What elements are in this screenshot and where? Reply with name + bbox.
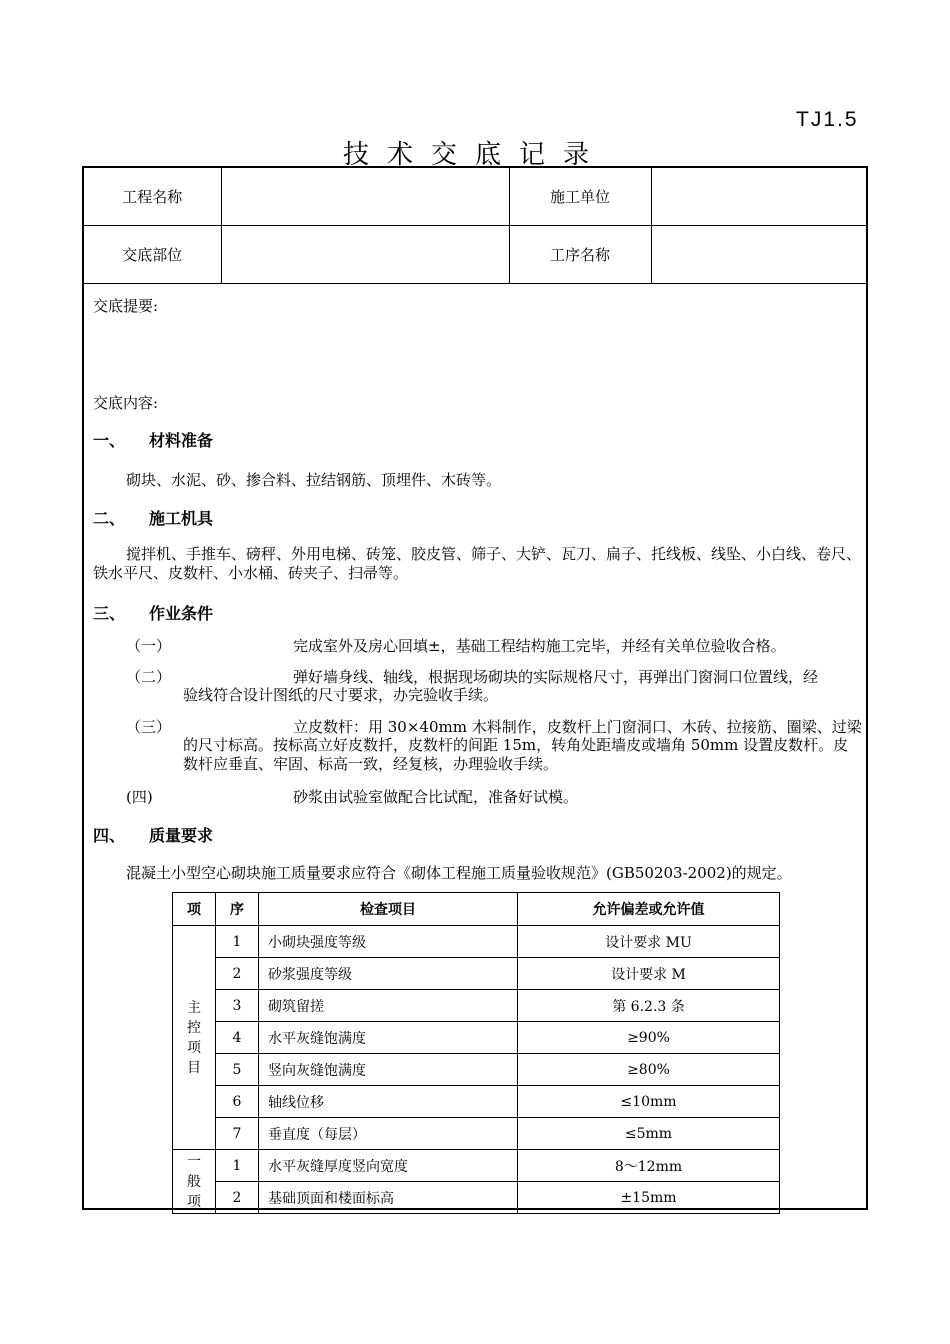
page-title: 技术交底记录 [342, 140, 607, 170]
row-item: 水平灰缝厚度竖向宽度 [259, 1150, 518, 1182]
section-1-number: 一、 [93, 431, 126, 450]
header-table [84, 168, 866, 284]
row-seq: 2 [216, 1182, 259, 1214]
section-1-text: 砌块、水泥、砂、掺合料、拉结钢筋、顶埋件、木砖等。 [126, 471, 502, 489]
row-seq: 5 [216, 1054, 259, 1086]
row-item: 竖向灰缝饱满度 [259, 1054, 518, 1086]
row-value: 第 6.2.3 条 [518, 990, 780, 1022]
record-frame [82, 166, 868, 1210]
main-control-group-label: 主控项目 [187, 999, 201, 1076]
general-group-cell [173, 1150, 216, 1214]
condition-1-number: （一） [126, 637, 172, 655]
row-value: ±15mm [518, 1182, 780, 1214]
section-4-title: 质量要求 [149, 826, 214, 845]
row-value: 8～12mm [518, 1150, 780, 1182]
condition-3-text: 立皮数杆：用 30×40mm 木料制作，皮数杆上门窗洞口、木砖、拉接筋、圈梁、过梁 [293, 718, 862, 736]
general-group-label: 一般项 [187, 1153, 201, 1210]
construction-unit-field[interactable] [651, 168, 866, 226]
table-row [173, 926, 780, 958]
summary-label: 交底提要: [93, 297, 159, 315]
condition-4-text: 砂浆由试验室做配合比试配，准备好试模。 [293, 788, 579, 806]
row-item: 轴线位移 [259, 1086, 518, 1118]
table-row [173, 1086, 780, 1118]
quality-table-header [173, 893, 780, 926]
row-item: 水平灰缝饱满度 [259, 1022, 518, 1054]
row-value: ≥80% [518, 1054, 780, 1086]
main-control-group-cell [173, 926, 216, 1150]
document-code: TJ1.5 [796, 108, 859, 131]
section-1-title: 材料准备 [149, 431, 214, 450]
row-item: 砂浆强度等级 [259, 958, 518, 990]
row-item: 垂直度（每层） [259, 1118, 518, 1150]
section-2-number: 二、 [93, 509, 126, 528]
row-seq: 4 [216, 1022, 259, 1054]
condition-1-text: 完成室外及房心回填±，基础工程结构施工完毕，并经有关单位验收合格。 [293, 637, 786, 655]
section-4-number: 四、 [93, 826, 126, 845]
row-seq: 7 [216, 1118, 259, 1150]
row-value: ≤10mm [518, 1086, 780, 1118]
process-label: 工序名称 [509, 226, 651, 284]
project-name-field[interactable] [221, 168, 509, 226]
part-label: 交底部位 [84, 226, 221, 284]
table-row [173, 1150, 780, 1182]
row-item: 基础顶面和楼面标高 [259, 1182, 518, 1214]
table-row [173, 958, 780, 990]
part-field[interactable] [221, 226, 509, 284]
col-header-item: 检查项目 [259, 893, 518, 926]
col-header-value: 允许偏差或允许值 [518, 893, 780, 926]
condition-3-text-cont: 的尺寸标高。按标高立好皮数扦，皮数杆的间距 15m，转角处距墙皮或墙角 50mm 设置皮数杆。皮数杆应垂直、牢固、标高一致，经复核，办理验收手续。 [183, 736, 849, 773]
quality-table [172, 892, 780, 1214]
col-header-group: 项 [173, 893, 216, 926]
section-4-text: 混凝土小型空心砌块施工质量要求应符合《砌体工程施工质量验收规范》(GB50203-2002)的规定。 [126, 864, 792, 882]
row-seq: 6 [216, 1086, 259, 1118]
condition-2-text: 弹好墙身线、轴线，根据现场砌块的实际规格尺寸，再弹出门窗洞口位置线，经 [293, 668, 819, 686]
row-seq: 2 [216, 958, 259, 990]
project-name-label: 工程名称 [84, 168, 221, 226]
row-item: 砌筑留搓 [259, 990, 518, 1022]
row-value: ≤5mm [518, 1118, 780, 1150]
table-row [173, 1118, 780, 1150]
content-label: 交底内容: [93, 394, 159, 412]
row-value: 设计要求 MU [518, 926, 780, 958]
row-value: 设计要求 M [518, 958, 780, 990]
table-row [173, 1022, 780, 1054]
condition-2-number: （二） [126, 668, 172, 686]
table-row [173, 1182, 780, 1214]
condition-4-number: (四) [126, 788, 153, 806]
row-seq: 1 [216, 1150, 259, 1182]
condition-2-text-cont: 验线符合设计图纸的尺寸要求，办完验收手续。 [183, 686, 499, 704]
table-row [173, 990, 780, 1022]
section-3-title: 作业条件 [149, 604, 214, 623]
col-header-seq: 序 [216, 893, 259, 926]
section-2-text: 搅拌机、手推车、磅秤、外用电梯、砖笼、胶皮管、筛子、大铲、瓦刀、扁子、托线板、线坠、小白线、卷尺、铁水平尺、皮数杆、小水桶、砖夹子、扫帚等。 [93, 545, 862, 582]
construction-unit-label: 施工单位 [509, 168, 651, 226]
section-2-title: 施工机具 [149, 509, 214, 528]
table-row [173, 1054, 780, 1086]
condition-3-number: （三） [126, 718, 172, 736]
row-seq: 1 [216, 926, 259, 958]
process-field[interactable] [651, 226, 866, 284]
row-seq: 3 [216, 990, 259, 1022]
row-item: 小砌块强度等级 [259, 926, 518, 958]
section-3-number: 三、 [93, 604, 126, 623]
row-value: ≥90% [518, 1022, 780, 1054]
